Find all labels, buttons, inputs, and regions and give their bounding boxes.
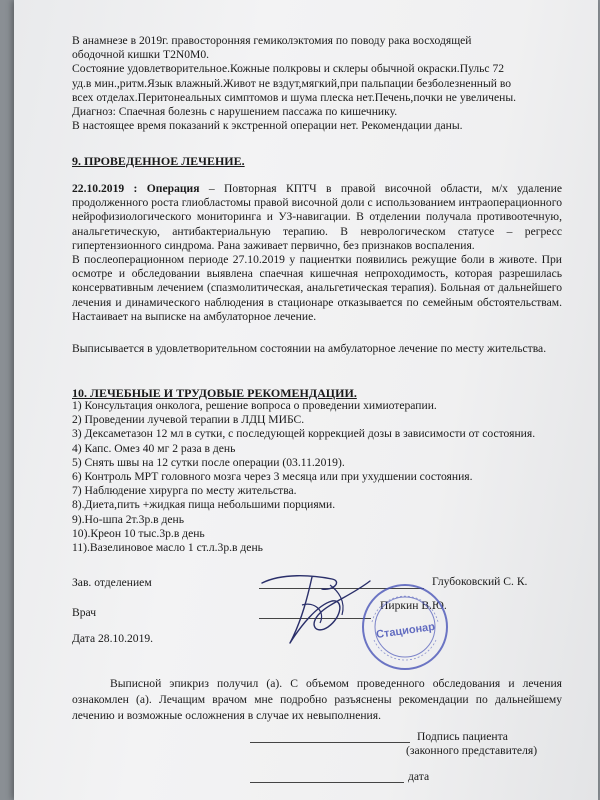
section-9-heading: 9. ПРОВЕДЕННОЕ ЛЕЧЕНИЕ.: [72, 154, 245, 168]
anamnesis-line: ободочной кишки T2N0M0.: [72, 48, 210, 62]
patient-signature-label: Подпись пациента: [417, 730, 508, 743]
list-item: 10).Креон 10 тыс.3р.в день: [72, 526, 205, 540]
section-10-heading: 10. ЛЕЧЕБНЫЕ И ТРУДОВЫЕ РЕКОМЕНДАЦИИ.: [72, 386, 357, 400]
document-page: [14, 0, 598, 800]
list-item: 3) Дексаметазон 12 мл в сутки, с последующей коррекцией дозы в зависимости от состояния.: [72, 427, 536, 441]
recommendations-list: [72, 399, 562, 555]
anamnesis-block: [72, 34, 562, 133]
operation-paragraph: [72, 182, 562, 253]
anamnesis-line: В анамнезе в 2019г. правосторонняя гемиколэктомия по поводу рака восходящей: [72, 34, 472, 47]
list-item: 5) Снять швы на 12 сутки после операции (03.11.2019).: [72, 455, 345, 469]
discharge-text: Выписывается в удовлетворительном состоянии на амбулаторное лечение по месту жительства.: [72, 342, 547, 355]
postop-paragraph: В послеоперационном периоде 27.10.2019 у пациентки появились режущие боли в животе. При осмотре и обследовании выявлена спаечная кишечная непроходимость, которая разрешилась консервативным лечением (спазмолитическая, анальгетическая терапия). Больная от дальнейшего лечения и динамического наблюдения в стационаре отказывается по семейным обстоятельствам. Настаивает на выписке на амбулаторное лечение.: [72, 253, 562, 323]
list-item: 2) Проведении лучевой терапии в ЛДЦ МИБС.: [72, 413, 305, 427]
list-item: 6) Контроль МРТ головного мозга через 3 месяца или при ухудшении состояния.: [72, 470, 473, 484]
round-stamp: [360, 582, 450, 672]
anamnesis-line: уд.в мин.,ритм.Язык влажный.Живот не вздут,мягкий,при пальпации безболезненный во: [72, 76, 512, 90]
list-item: 4) Капс. Омез 40 мг 2 раза в день: [72, 441, 236, 455]
stamp-label: Стационар: [375, 620, 436, 642]
receipt-date-label: дата: [408, 770, 430, 783]
head-of-department-name: Глубоковский С. К.: [432, 575, 528, 588]
operation-text: – Повторная КПТЧ в правой височной области, м/х удаление продолженного роста глиобластомы правой височной доли с использованием интраоперационного нейрофизиологического мониторинга и УЗ-навигации. В отделении получала противоотечную, анальгетическую, антибактериальную терапию. В неврологическом статусе – регресс гипертензионного синдрома. Рана заживает первично, без признаков воспаления.: [72, 182, 562, 252]
diagnosis-line: Диагноз: Спаечная болезнь с нарушением пассажа по кишечнику.: [72, 105, 398, 119]
operation-date: 22.10.2019 : Операция: [72, 182, 200, 195]
anamnesis-line: всех отделах.Перитонеальных симптомов и шума плеска нет.Печень,почки не увеличены.: [72, 90, 517, 104]
list-item: 7) Наблюдение хирурга по месту жительства.: [72, 484, 297, 498]
list-item: 11).Вазелиновое масло 1 ст.л.3р.в день: [72, 541, 263, 555]
list-item: 1) Консультация онколога, решение вопроса о проведении химиотерапии.: [72, 399, 437, 412]
representative-label: (законного представителя): [406, 744, 538, 757]
section-9-body: [72, 182, 562, 324]
signature-date: Дата 28.10.2019.: [72, 632, 154, 645]
anamnesis-line: В настоящее время показаний к экстренной операции нет. Рекомендации даны.: [72, 119, 463, 133]
receipt-paragraph: Выписной эпикриз получил (а). С объемом проведенного обследования и лечения ознакомлен (а). Лечащим врачом мне подробно разъяснены рекомендации по дальнейшему лечению и возможные осложнения в случае их невыполнения.: [72, 677, 562, 722]
date-signature-line: [250, 782, 404, 783]
doctor-name: Пиркин В.Ю.: [380, 599, 447, 612]
patient-signature-line: [250, 742, 410, 743]
list-item: 9).Но-шпа 2т.3р.в день: [72, 512, 185, 526]
list-item: 8).Диета,пить +жидкая пища небольшими порциями.: [72, 498, 336, 512]
anamnesis-line: Состояние удовлетворительное.Кожные полкровы и склеры обычной окраски.Пульс 72: [72, 62, 505, 76]
doctor-label: Врач: [72, 606, 97, 619]
head-of-department-label: Зав. отделением: [72, 576, 152, 589]
